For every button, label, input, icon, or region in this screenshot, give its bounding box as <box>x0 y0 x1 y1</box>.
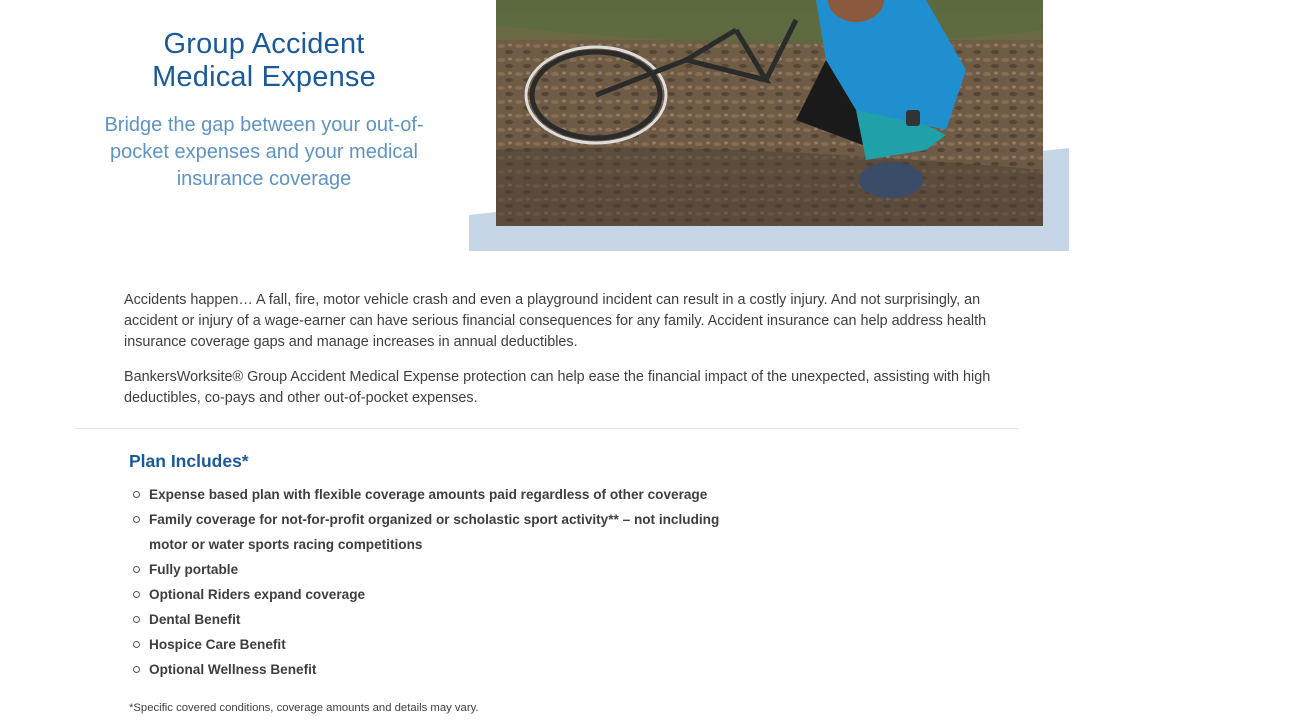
list-item <box>149 632 749 657</box>
plan-heading: Plan Includes* <box>129 451 249 471</box>
hero-image <box>496 0 1043 226</box>
title-line-1: Group Accident <box>163 28 365 60</box>
title-line-2: Medical Expense <box>152 61 376 93</box>
list-item-text: Optional Wellness Benefit <box>149 662 317 677</box>
intro-text <box>124 290 1019 423</box>
list-item <box>149 657 749 682</box>
intro-paragraph-2: BankersWorksite® Group Accident Medical Expense protection can help ease the financial impact of the unexpected, assisting with high deductibles, co-pays and other out-of-pocket expenses. <box>124 369 991 406</box>
list-item <box>149 582 749 607</box>
list-item <box>149 482 749 507</box>
list-item-text: Fully portable <box>149 562 239 577</box>
list-item-text: Hospice Care Benefit <box>149 637 286 652</box>
list-item-text: Family coverage for not-for-profit organized or scholastic sport activity** – not including motor or water sports racing competitions <box>149 512 720 552</box>
list-item <box>149 507 749 557</box>
circle-dots-decoration-icon <box>236 0 296 6</box>
page-title <box>84 28 444 94</box>
injured-cyclist-photo-icon <box>496 0 1043 226</box>
list-item-text: Optional Riders expand coverage <box>149 587 366 602</box>
list-item <box>149 607 749 632</box>
list-item <box>149 557 749 582</box>
list-item-text: Expense based plan with flexible coverage amounts paid regardless of other coverage <box>149 487 708 502</box>
divider <box>75 428 1019 429</box>
hero-subtitle: Bridge the gap between your out-of-pocket expenses and your medical insurance coverage <box>104 114 424 190</box>
list-item-text: Dental Benefit <box>149 612 241 627</box>
footnote: *Specific covered conditions, coverage amounts and details may vary. <box>129 702 479 714</box>
plan-list <box>149 482 749 682</box>
intro-paragraph-1: Accidents happen… A fall, fire, motor vehicle crash and even a playground incident can result in a costly injury. And not surprisingly, an accident or injury of a wage-earner can have serious financial consequences for any family. Accident insurance can help address health insurance coverage gaps and manage increases in annual deductibles. <box>124 292 987 350</box>
